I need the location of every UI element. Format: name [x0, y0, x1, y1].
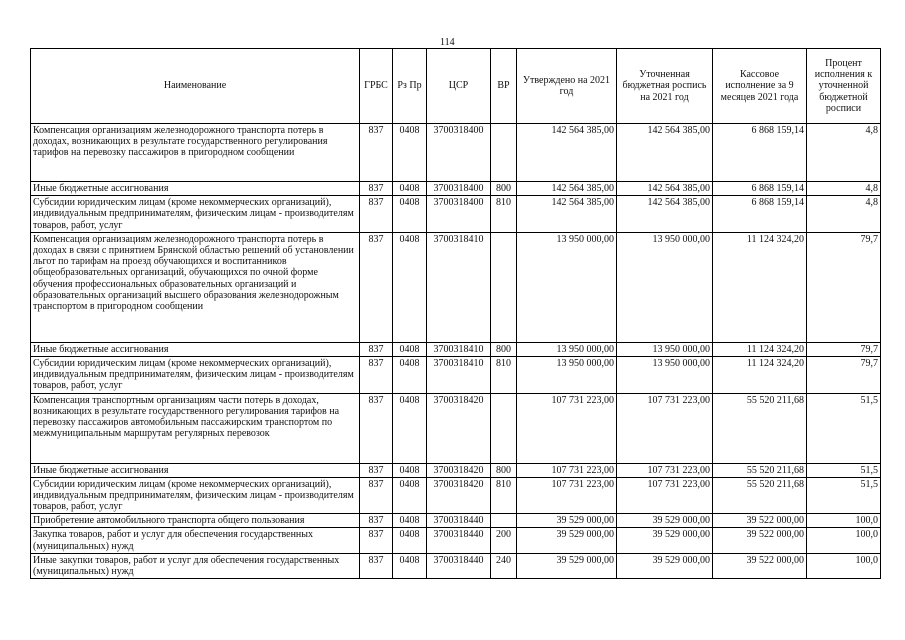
row-percent-cell: 4,8 [807, 196, 881, 233]
row-percent-cell: 100,0 [807, 553, 881, 578]
row-csr-cell: 3700318400 [427, 196, 491, 233]
row-rzpr-cell: 0408 [393, 514, 427, 528]
row-vr-cell: 800 [491, 342, 517, 356]
row-refined-cell: 107 731 223,00 [617, 393, 713, 463]
row-approved-cell: 13 950 000,00 [517, 342, 617, 356]
table-row [31, 528, 881, 553]
row-csr-cell: 3700318400 [427, 124, 491, 182]
row-approved-cell: 142 564 385,00 [517, 196, 617, 233]
table-row [31, 553, 881, 578]
row-vr-cell: 800 [491, 182, 517, 196]
table-row [31, 182, 881, 196]
row-csr-cell: 3700318410 [427, 232, 491, 342]
row-name-cell: Приобретение автомобильного транспорта общего пользования [31, 514, 360, 528]
row-refined-cell: 107 731 223,00 [617, 463, 713, 477]
row-vr-cell [491, 393, 517, 463]
row-cash-cell: 39 522 000,00 [713, 553, 807, 578]
row-vr-cell: 810 [491, 477, 517, 514]
table-row [31, 477, 881, 514]
row-csr-cell: 3700318440 [427, 514, 491, 528]
row-percent-cell: 100,0 [807, 514, 881, 528]
row-name-cell: Субсидии юридическим лицам (кроме некоммерческих организаций), индивидуальным предпринимателям, физическим лицам - производителям товаров, работ, услуг [31, 356, 360, 393]
row-vr-cell: 240 [491, 553, 517, 578]
row-grbs-cell: 837 [360, 528, 393, 553]
row-cash-cell: 39 522 000,00 [713, 528, 807, 553]
row-approved-cell: 142 564 385,00 [517, 124, 617, 182]
row-csr-cell: 3700318420 [427, 393, 491, 463]
row-name-cell: Иные бюджетные ассигнования [31, 342, 360, 356]
row-cash-cell: 55 520 211,68 [713, 393, 807, 463]
row-approved-cell: 142 564 385,00 [517, 182, 617, 196]
row-csr-cell: 3700318440 [427, 553, 491, 578]
row-cash-cell: 11 124 324,20 [713, 232, 807, 342]
row-percent-cell: 79,7 [807, 342, 881, 356]
row-refined-cell: 39 529 000,00 [617, 514, 713, 528]
row-approved-cell: 107 731 223,00 [517, 477, 617, 514]
row-vr-cell: 810 [491, 196, 517, 233]
row-percent-cell: 4,8 [807, 124, 881, 182]
row-grbs-cell: 837 [360, 182, 393, 196]
header-rzpr: Рз Пр [393, 49, 427, 124]
row-cash-cell: 39 522 000,00 [713, 514, 807, 528]
row-grbs-cell: 837 [360, 356, 393, 393]
header-cash: Кассовое исполнение за 9 месяцев 2021 года [713, 49, 807, 124]
table-row [31, 393, 881, 463]
row-cash-cell: 6 868 159,14 [713, 124, 807, 182]
row-percent-cell: 100,0 [807, 528, 881, 553]
row-name-cell: Субсидии юридическим лицам (кроме некоммерческих организаций), индивидуальным предпринимателям, физическим лицам - производителям товаров, работ, услуг [31, 196, 360, 233]
table-row [31, 342, 881, 356]
row-vr-cell [491, 232, 517, 342]
row-grbs-cell: 837 [360, 514, 393, 528]
header-csr: ЦСР [427, 49, 491, 124]
row-approved-cell: 39 529 000,00 [517, 514, 617, 528]
row-vr-cell: 800 [491, 463, 517, 477]
header-refined: Уточненная бюджетная роспись на 2021 год [617, 49, 713, 124]
header-percent: Процент исполнения к уточненной бюджетной росписи [807, 49, 881, 124]
page-number: 114 [440, 37, 455, 48]
row-name-cell: Иные закупки товаров, работ и услуг для обеспечения государственных (муниципальных) нужд [31, 553, 360, 578]
row-rzpr-cell: 0408 [393, 182, 427, 196]
row-grbs-cell: 837 [360, 463, 393, 477]
row-refined-cell: 13 950 000,00 [617, 232, 713, 342]
table-row [31, 514, 881, 528]
row-name-cell: Субсидии юридическим лицам (кроме некоммерческих организаций), индивидуальным предпринимателям, физическим лицам - производителям товаров, работ, услуг [31, 477, 360, 514]
row-vr-cell [491, 124, 517, 182]
row-refined-cell: 107 731 223,00 [617, 477, 713, 514]
row-rzpr-cell: 0408 [393, 393, 427, 463]
row-grbs-cell: 837 [360, 124, 393, 182]
row-name-cell: Компенсация организациям железнодорожного транспорта потерь в доходах в связи с принятием Брянской областью решений об установлении льгот по тарифам на проезд обучающихся и воспитанников общеобразовательных организаций, обучающихся по очной форме обучения профессиональных образовательных организаций и образовательных организаций высшего образования железнодорожным транспортом в пригородном сообщении [31, 232, 360, 342]
header-approved: Утверждено на 2021 год [517, 49, 617, 124]
row-csr-cell: 3700318410 [427, 356, 491, 393]
row-approved-cell: 13 950 000,00 [517, 232, 617, 342]
row-csr-cell: 3700318420 [427, 477, 491, 514]
row-name-cell: Закупка товаров, работ и услуг для обеспечения государственных (муниципальных) нужд [31, 528, 360, 553]
row-refined-cell: 13 950 000,00 [617, 356, 713, 393]
row-rzpr-cell: 0408 [393, 528, 427, 553]
row-grbs-cell: 837 [360, 393, 393, 463]
row-rzpr-cell: 0408 [393, 463, 427, 477]
row-cash-cell: 11 124 324,20 [713, 342, 807, 356]
row-percent-cell: 51,5 [807, 393, 881, 463]
table-row [31, 356, 881, 393]
row-refined-cell: 39 529 000,00 [617, 528, 713, 553]
row-rzpr-cell: 0408 [393, 232, 427, 342]
row-cash-cell: 55 520 211,68 [713, 477, 807, 514]
row-grbs-cell: 837 [360, 553, 393, 578]
row-name-cell: Иные бюджетные ассигнования [31, 463, 360, 477]
row-approved-cell: 39 529 000,00 [517, 528, 617, 553]
row-percent-cell: 79,7 [807, 356, 881, 393]
row-percent-cell: 51,5 [807, 463, 881, 477]
row-rzpr-cell: 0408 [393, 342, 427, 356]
row-percent-cell: 79,7 [807, 232, 881, 342]
row-csr-cell: 3700318420 [427, 463, 491, 477]
table-row [31, 463, 881, 477]
row-csr-cell: 3700318410 [427, 342, 491, 356]
row-name-cell: Компенсация транспортным организациям части потерь в доходах, возникающих в результате государственного регулирования тарифов на перевозку пассажиров автомобильным пассажирским транспортом по межмуниципальным маршрутам регулярных перевозок [31, 393, 360, 463]
header-vr: ВР [491, 49, 517, 124]
row-cash-cell: 6 868 159,14 [713, 196, 807, 233]
row-csr-cell: 3700318440 [427, 528, 491, 553]
row-vr-cell [491, 514, 517, 528]
row-name-cell: Компенсация организациям железнодорожного транспорта потерь в доходах, возникающих в результате государственного регулирования тарифов на перевозку пассажиров в пригородном сообщении [31, 124, 360, 182]
row-vr-cell: 810 [491, 356, 517, 393]
table-row [31, 124, 881, 182]
table-row [31, 232, 881, 342]
row-rzpr-cell: 0408 [393, 356, 427, 393]
budget-execution-table [30, 48, 881, 579]
row-grbs-cell: 837 [360, 232, 393, 342]
table-header-row [31, 49, 881, 124]
row-cash-cell: 11 124 324,20 [713, 356, 807, 393]
row-percent-cell: 51,5 [807, 477, 881, 514]
row-rzpr-cell: 0408 [393, 124, 427, 182]
row-refined-cell: 142 564 385,00 [617, 124, 713, 182]
row-refined-cell: 142 564 385,00 [617, 196, 713, 233]
row-cash-cell: 6 868 159,14 [713, 182, 807, 196]
row-approved-cell: 13 950 000,00 [517, 356, 617, 393]
row-vr-cell: 200 [491, 528, 517, 553]
row-rzpr-cell: 0408 [393, 196, 427, 233]
header-name: Наименование [31, 49, 360, 124]
row-percent-cell: 4,8 [807, 182, 881, 196]
row-rzpr-cell: 0408 [393, 553, 427, 578]
row-approved-cell: 107 731 223,00 [517, 393, 617, 463]
row-approved-cell: 39 529 000,00 [517, 553, 617, 578]
row-refined-cell: 13 950 000,00 [617, 342, 713, 356]
row-csr-cell: 3700318400 [427, 182, 491, 196]
row-grbs-cell: 837 [360, 342, 393, 356]
row-refined-cell: 39 529 000,00 [617, 553, 713, 578]
table-row [31, 196, 881, 233]
header-grbs: ГРБС [360, 49, 393, 124]
row-cash-cell: 55 520 211,68 [713, 463, 807, 477]
row-approved-cell: 107 731 223,00 [517, 463, 617, 477]
row-grbs-cell: 837 [360, 477, 393, 514]
row-name-cell: Иные бюджетные ассигнования [31, 182, 360, 196]
row-grbs-cell: 837 [360, 196, 393, 233]
row-rzpr-cell: 0408 [393, 477, 427, 514]
table-body [31, 124, 881, 579]
row-refined-cell: 142 564 385,00 [617, 182, 713, 196]
